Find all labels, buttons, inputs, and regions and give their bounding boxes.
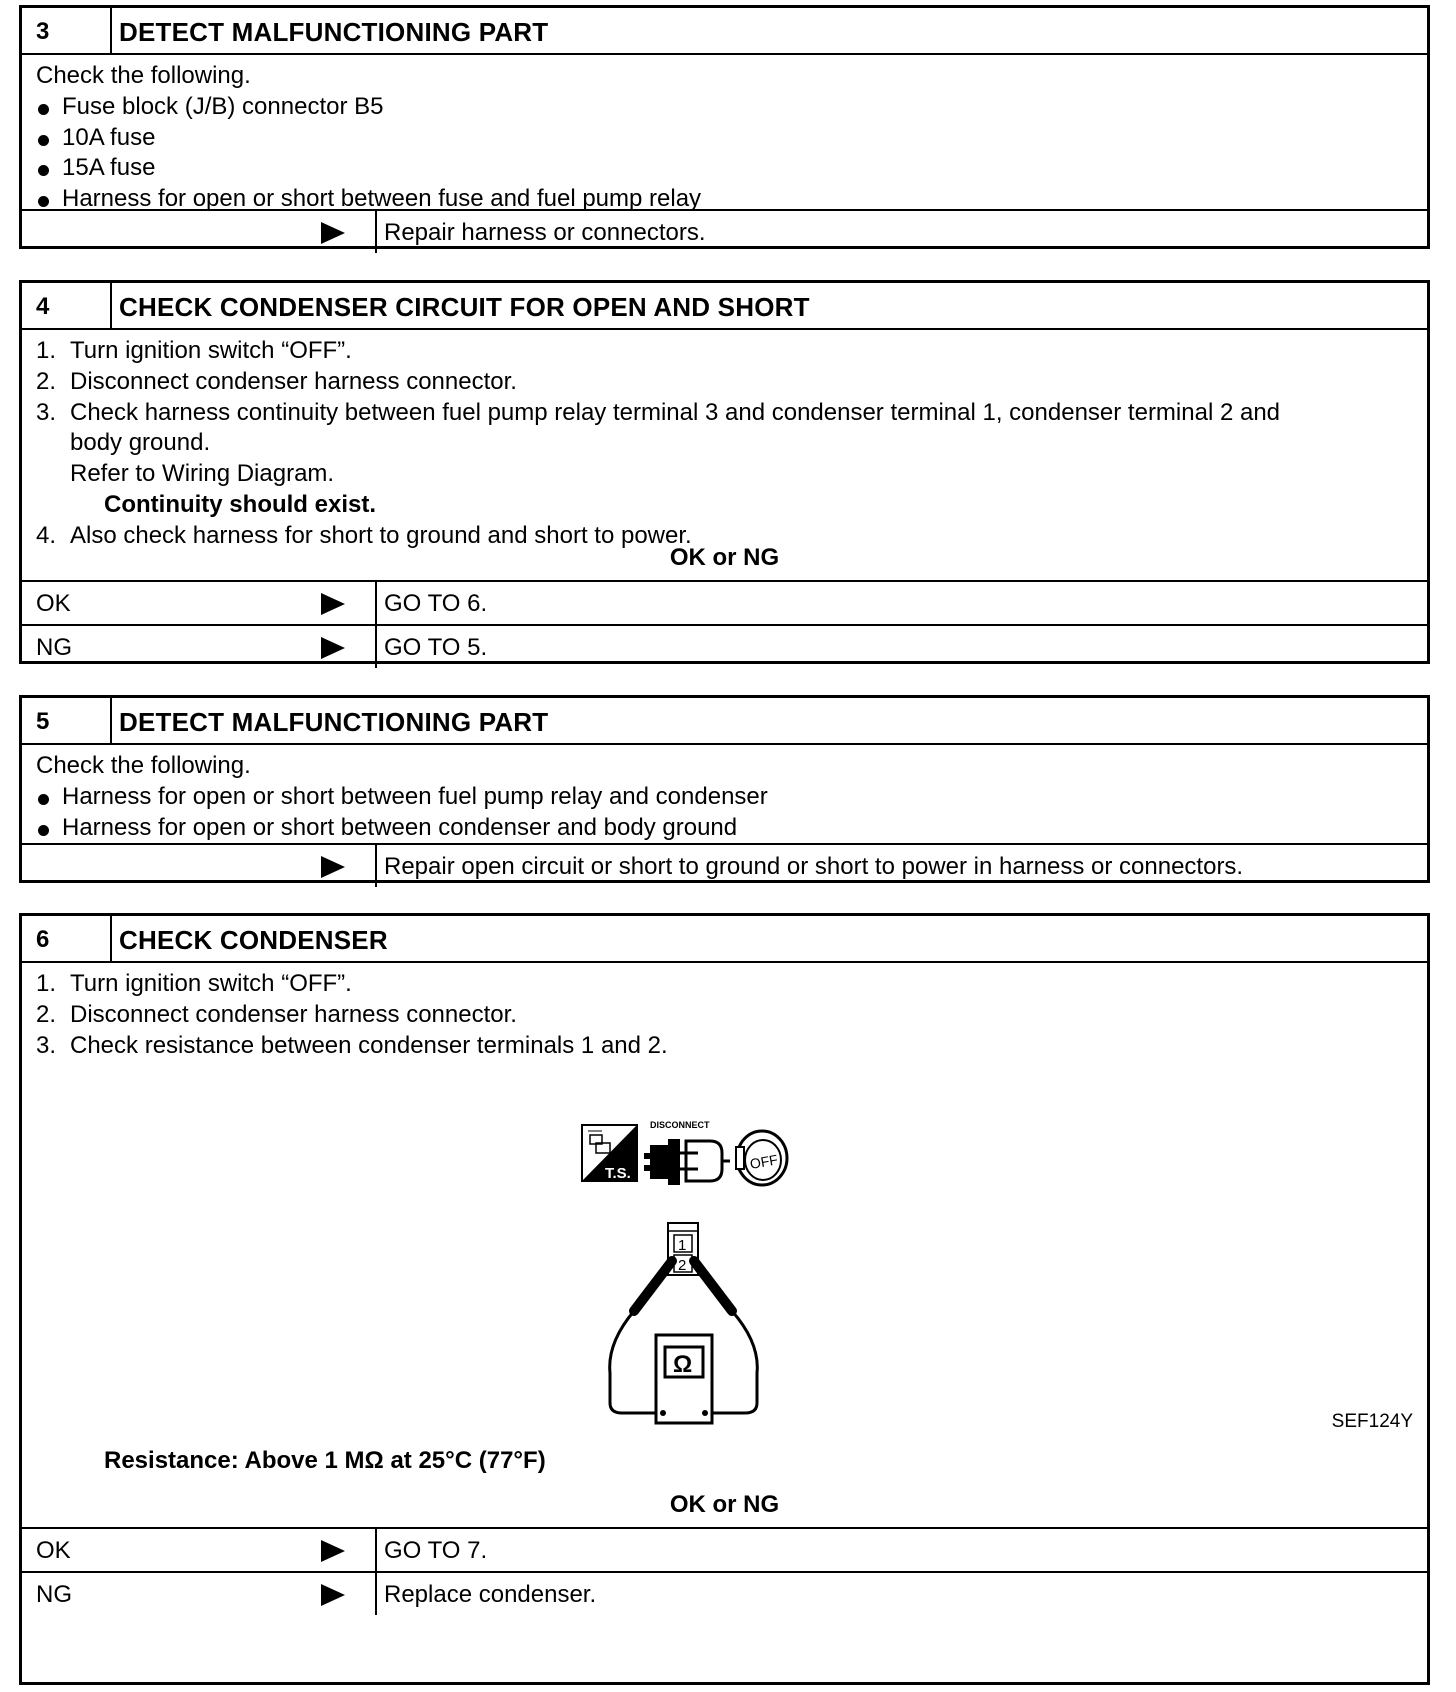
list-item: 10A fuse — [36, 123, 1413, 154]
step-number: 3 — [22, 8, 112, 53]
step-header — [22, 283, 1427, 330]
resistance-check-figure — [22, 1073, 1427, 1443]
step-number: 5 — [22, 698, 112, 743]
intro-text: Check the following. — [36, 752, 251, 779]
arrow-right-icon — [321, 1540, 345, 1562]
ignition-off-icon — [736, 1131, 787, 1185]
result-label — [22, 845, 377, 887]
arrow-right-icon — [321, 593, 345, 615]
svg-text:Ω: Ω — [673, 1351, 693, 1378]
step-body — [22, 745, 1427, 843]
figure-code: SEF124Y — [1331, 1411, 1413, 1432]
step-title: DETECT MALFUNCTIONING PART — [119, 17, 549, 47]
list-item: 1. Turn ignition switch “OFF”. — [36, 337, 352, 364]
ok-or-ng-label: OK or NG — [669, 1491, 780, 1518]
list-item: 2. Disconnect condenser harness connector. — [36, 1000, 517, 1028]
step-title: DETECT MALFUNCTIONING PART — [119, 707, 549, 737]
step-header — [22, 916, 1427, 963]
ts-icon — [582, 1125, 637, 1182]
step-body — [22, 55, 1427, 213]
step-title: CHECK CONDENSER — [119, 925, 388, 955]
result-row — [22, 624, 1427, 668]
spec-text: Continuity should exist. — [104, 490, 377, 518]
list-item: Harness for open or short between condenser and body ground — [36, 813, 1413, 844]
spec-text: Resistance: Above 1 MΩ at 25°C (77°F) — [104, 1447, 546, 1474]
result-row — [22, 843, 1427, 887]
result-text: Repair harness or connectors. — [384, 219, 706, 246]
list-item: 15A fuse — [36, 153, 1413, 184]
result-row — [22, 1527, 1427, 1571]
step-3 — [19, 5, 1430, 249]
condenser-diagram — [22, 1073, 1427, 1443]
step-header — [22, 8, 1427, 55]
result-text: GO TO 6. — [384, 590, 488, 617]
arrow-right-icon — [321, 637, 345, 659]
result-text: Replace condenser. — [384, 1581, 597, 1608]
result-text: Repair open circuit or short to ground or short to power in harness or connectors. — [384, 853, 1244, 880]
result-row — [22, 580, 1427, 624]
svg-text:OFF: OFF — [748, 1151, 779, 1172]
step-number: 6 — [22, 916, 112, 961]
list-item-continuation: body ground. — [70, 429, 211, 457]
list-item: Fuse block (J/B) connector B5 — [36, 92, 1413, 123]
arrow-right-icon — [321, 222, 345, 244]
svg-text:DISCONNECT: DISCONNECT — [650, 1120, 710, 1130]
list-item: 4. Also check harness for short to ground and short to power. — [36, 521, 692, 549]
result-label — [22, 211, 377, 253]
step-6 — [19, 913, 1430, 1685]
result-text: GO TO 7. — [384, 1537, 488, 1564]
ok-or-ng-label: OK or NG — [669, 544, 780, 571]
step-body — [22, 330, 1427, 549]
svg-text:2: 2 — [678, 1257, 687, 1274]
result-label: OK — [22, 582, 377, 624]
svg-text:T.S.: T.S. — [605, 1165, 631, 1182]
disconnect-icon — [644, 1120, 730, 1185]
arrow-right-icon — [321, 856, 345, 878]
list-item: 3. Check harness continuity between fuel pump relay terminal 3 and condenser terminal 1, condenser terminal 2 and — [36, 398, 1281, 426]
step-5 — [19, 695, 1430, 883]
list-item: Harness for open or short between fuse and fuel pump relay — [36, 184, 1413, 215]
list-item: 2. Disconnect condenser harness connector. — [36, 367, 517, 395]
arrow-right-icon — [321, 1584, 345, 1606]
list-item: 1. Turn ignition switch “OFF”. — [36, 970, 352, 997]
step-title: CHECK CONDENSER CIRCUIT FOR OPEN AND SHORT — [119, 292, 810, 322]
result-row — [22, 209, 1427, 253]
step-header — [22, 698, 1427, 745]
step-number: 4 — [22, 283, 112, 328]
result-label: NG — [22, 626, 377, 668]
list-item: 3. Check resistance between condenser terminals 1 and 2. — [36, 1031, 668, 1059]
result-label: NG — [22, 1573, 377, 1615]
result-label: OK — [22, 1529, 377, 1571]
intro-text: Check the following. — [36, 62, 251, 89]
step-4 — [19, 280, 1430, 664]
result-row — [22, 1571, 1427, 1615]
ohmmeter — [656, 1335, 712, 1423]
result-text: GO TO 5. — [384, 634, 488, 661]
svg-text:1: 1 — [678, 1237, 687, 1254]
note-text: Refer to Wiring Diagram. — [70, 460, 335, 488]
list-item: Harness for open or short between fuel pump relay and condenser — [36, 782, 1413, 813]
step-body — [22, 963, 1427, 1073]
